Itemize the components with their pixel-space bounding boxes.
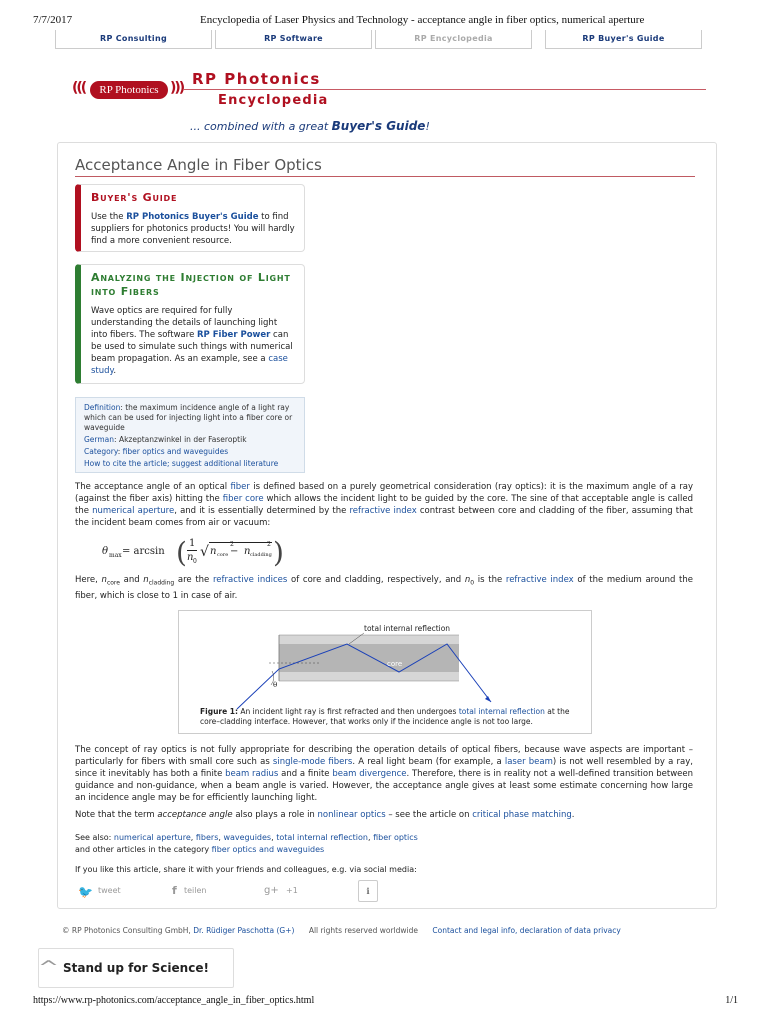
print-url: https://www.rp-photonics.com/acceptance_angle_in_fiber_optics.html — [33, 995, 315, 1006]
buyers-guide-heading: Buyer's Guide — [91, 191, 178, 204]
title-divider — [75, 176, 695, 177]
plus-one-label: +1 — [286, 886, 298, 895]
formula-minus: − — [230, 546, 239, 557]
rp-fiber-power-link[interactable]: RP Fiber Power — [197, 330, 271, 340]
tagline-buyers-guide-link[interactable]: Buyer's Guide — [331, 119, 426, 133]
page-title: Acceptance Angle in Fiber Optics — [75, 156, 322, 174]
laser-beam-link[interactable]: laser beam — [504, 757, 553, 767]
refractive-index-link[interactable]: refractive index — [349, 506, 417, 516]
p2-n-core: n — [101, 575, 107, 585]
formula-frac-bar — [187, 550, 197, 551]
p2-sub0: 0 — [470, 579, 475, 587]
formula-sub0: 0 — [193, 558, 197, 565]
footer-copyright: © RP Photonics Consulting GmbH, — [62, 926, 194, 935]
core-region — [279, 644, 459, 672]
figure-caption — [200, 707, 570, 727]
german-label[interactable]: German — [84, 435, 115, 444]
numerical-aperture-link[interactable]: numerical aperture — [92, 506, 175, 516]
brand-subtitle: Encyclopedia — [218, 93, 329, 108]
paragraph-note — [75, 809, 693, 821]
print-header — [0, 0, 768, 30]
formula-paren-right: ) — [273, 536, 284, 569]
german-line — [84, 435, 296, 445]
p4-text-b: also plays a role in — [232, 810, 318, 820]
injection-text-3: . — [113, 366, 117, 376]
definition-label[interactable]: Definition — [84, 403, 121, 412]
caption-text-a: An incident light ray is first refracted and then undergoes — [238, 707, 459, 716]
formula-sub-max: max — [109, 552, 122, 559]
p4-text-c: – see the article on — [385, 810, 473, 820]
nonlinear-optics-link[interactable]: nonlinear optics — [317, 810, 386, 820]
p4-text-d: . — [571, 810, 575, 820]
single-mode-fibers-link[interactable]: single-mode fibers — [272, 757, 353, 767]
p2-text-f: of the medium around the fiber, which is close to 1 in case of air. — [75, 575, 693, 601]
p3-text-b: . A real light beam (for example, a — [352, 757, 505, 767]
german-text: : Akzeptanzwinkel in der Faseroptik — [114, 435, 247, 444]
p2-sub-core: core — [106, 579, 120, 587]
buyers-guide-text — [91, 211, 296, 247]
info-button[interactable] — [358, 880, 378, 902]
share-prompt: If you like this article, share it with your friends and colleagues, e.g. via social media: — [75, 865, 417, 874]
p2-n-clad: n — [143, 575, 149, 585]
critical-phase-matching-link[interactable]: critical phase matching — [472, 810, 572, 820]
formula-theta: θ — [102, 546, 109, 557]
paragraph-ray-optics — [75, 744, 693, 804]
print-page-number: 1/1 — [725, 995, 738, 1006]
science-banner[interactable] — [38, 948, 234, 988]
p4-text-a: Note that the term — [75, 810, 158, 820]
fiber-link[interactable]: fiber — [230, 482, 250, 492]
p4-emphasis: acceptance angle — [157, 810, 233, 820]
p2-n0: n — [464, 575, 471, 585]
brand-name: RP Photonics — [192, 70, 321, 88]
formula-sq1: 2 — [230, 541, 234, 548]
category-line — [84, 447, 296, 457]
p1-text-b: is defined based on a purely geometrical consideration (ray optics): it is the maximum angle of a ray (against the fiber axis) hitting the — [75, 482, 693, 504]
p3-text-e: . Therefore, there is in reality not a well-defined transition between guidance and non-guidance, when a beam angle is varied. However, the acceptance angle gives at least some estimate concerning how large an incidence angle may be for efficiently launching light. — [75, 769, 693, 803]
injection-heading: Analyzing the Injection of Light into Fibers — [91, 271, 291, 298]
p1-text-e: contrast between core and cladding of the fiber, assuming that the incident beam comes from air or vacuum: — [75, 506, 694, 528]
site-footer — [62, 926, 722, 935]
case-study-link[interactable]: case study — [91, 354, 288, 376]
definition-line — [84, 403, 296, 433]
p2-sub-clad: cladding — [148, 579, 175, 587]
formula-sub-clad: cladding — [250, 552, 272, 558]
science-text: Stand up for Science! — [63, 961, 209, 975]
see-also-fiber-optics[interactable]: fiber optics — [373, 833, 418, 842]
tagline-suffix: ! — [425, 120, 430, 133]
label-core: core — [387, 660, 403, 668]
formula-sq2: 2 — [267, 541, 271, 548]
print-title: Encyclopedia of Laser Physics and Technology - acceptance angle in fiber optics, numerical aperture — [200, 14, 645, 26]
nav-rp-consulting[interactable]: RP Consulting — [55, 30, 212, 49]
formula-sub-core: core — [217, 552, 229, 558]
paragraph-variables — [75, 574, 693, 602]
buyers-guide-box — [75, 184, 305, 252]
refractive-index-link-2[interactable]: refractive index — [505, 575, 574, 585]
cite-link[interactable]: How to cite the article; suggest additional literature — [84, 459, 279, 468]
nav-rp-buyers-guide[interactable]: RP Buyer's Guide — [545, 30, 702, 49]
beam-divergence-link[interactable]: beam divergence — [332, 769, 407, 779]
tagline-prefix: ... combined with a great — [190, 120, 332, 133]
p3-text-c: ) is not well resembled by a ray, since it inevitably has both a finite — [75, 757, 693, 779]
injection-text-2: can be used to simulate such things with numerical beam propagation. As an example, see a — [91, 330, 293, 364]
info-icon: i — [366, 886, 370, 896]
refractive-indices-link[interactable]: refractive indices — [212, 575, 288, 585]
tweet-label: tweet — [98, 886, 121, 895]
buyers-guide-text-2: to find suppliers for photonics products! You will hardly find a more convenient resource. — [91, 212, 295, 246]
p1-text-a: The acceptance angle of an optical — [75, 482, 231, 492]
footer-gplus-link[interactable]: (G+) — [274, 926, 295, 935]
wave-right-icon: ))) — [170, 80, 184, 96]
category-link[interactable]: fiber optics and waveguides — [122, 447, 229, 456]
see-also: See also: numerical aperture, fibers, waveguides, total internal reflection, fiber optics and other articles in the category fiber optics and waveguides — [75, 833, 418, 854]
fiber-core-link[interactable]: fiber core — [222, 494, 264, 504]
p1-text-c: which allows the incident light to be guided by the core. The sine of that acceptable angle is called the — [75, 494, 693, 516]
p1-text-d: , and it is essentially determined by the — [174, 506, 350, 516]
p2-text-a: Here, — [75, 575, 102, 585]
see-also-category-link[interactable]: fiber optics and waveguides — [211, 845, 325, 854]
rp-photonics-logo[interactable] — [72, 80, 184, 102]
print-date: 7/7/2017 — [33, 14, 73, 26]
formula-one: 1 — [189, 538, 196, 549]
top-navigation — [55, 30, 715, 50]
category-sep: : — [117, 447, 123, 456]
chevron-up-icon[interactable]: ^ — [37, 957, 60, 978]
see-also-tir[interactable]: total internal reflection — [276, 833, 368, 842]
logo-pill: RP Photonics — [90, 81, 168, 99]
formula-n-core: n — [210, 546, 217, 557]
p2-text-b: and — [119, 575, 144, 585]
beam-radius-link[interactable]: beam radius — [225, 769, 279, 779]
wave-left-icon: ((( — [72, 80, 86, 96]
p3-text-d: and a finite — [278, 769, 333, 779]
buyers-guide-text-1: Use the — [91, 212, 127, 222]
twitter-icon: 🐦 — [78, 885, 93, 899]
definition-text: : the maximum incidence angle of a light ray which can be used for injecting light into a fiber core or waveguide — [84, 403, 293, 432]
label-tir: total internal reflection — [364, 624, 451, 633]
see-also-fibers[interactable]: fibers — [195, 833, 219, 842]
footer-contact-link[interactable]: Contact and legal info, declaration of data privacy — [432, 926, 621, 935]
formula-n0: n — [187, 552, 194, 563]
see-also-line2: and other articles in the category — [75, 845, 212, 854]
injection-text — [91, 305, 296, 377]
injection-box — [75, 264, 305, 384]
formula-n-clad: n — [244, 546, 251, 557]
category-label[interactable]: Category — [84, 447, 118, 456]
buyers-guide-link[interactable]: RP Photonics Buyer's Guide — [126, 212, 259, 222]
caption-text-b: at the core–cladding interface. However, that works only if the incidence angle is not too large. — [200, 707, 570, 726]
footer-author-link[interactable]: Dr. Rüdiger Paschotta — [193, 926, 275, 935]
p2-text-d: of core and cladding, respectively, and — [287, 575, 465, 585]
tagline — [190, 119, 430, 133]
p2-text-c: are the — [174, 575, 213, 585]
nav-rp-encyclopedia[interactable]: RP Encyclopedia — [375, 30, 532, 49]
footer-rights: All rights reserved worldwide — [308, 926, 418, 935]
injection-text-1: Wave optics are required for fully understanding the details of launching light into fibers. The software — [91, 306, 278, 340]
print-footer — [33, 995, 738, 1006]
see-also-waveguides[interactable]: waveguides — [223, 833, 272, 842]
p3-text-a: The concept of ray optics is not fully appropriate for describing the operation details of optical fibers, because wave aspects are important – particularly for fibers with small core such as — [75, 745, 693, 767]
see-also-numerical-aperture[interactable]: numerical aperture — [113, 833, 191, 842]
caption-tir-link[interactable]: total internal reflection — [458, 707, 545, 716]
paragraph-intro — [75, 481, 693, 529]
formula-sqrt-icon: √ — [200, 544, 209, 560]
label-theta: θ — [273, 681, 278, 689]
formula-sqrt-bar — [209, 542, 272, 543]
p2-text-e: is the — [474, 575, 506, 585]
caption-label: Figure 1: — [200, 707, 239, 716]
ray-arrow-icon — [485, 696, 491, 702]
nav-rp-software[interactable]: RP Software — [215, 30, 372, 49]
teilen-label: teilen — [184, 886, 207, 895]
brand-divider — [184, 89, 706, 90]
see-also-label: See also: — [75, 833, 114, 842]
facebook-icon: f — [172, 884, 177, 897]
formula-arcsin: = arcsin — [122, 546, 165, 557]
google-plus-icon: g+ — [264, 885, 279, 896]
acceptance-angle-formula — [102, 536, 282, 570]
definition-box — [75, 397, 305, 473]
formula-paren-left: ( — [176, 536, 187, 569]
